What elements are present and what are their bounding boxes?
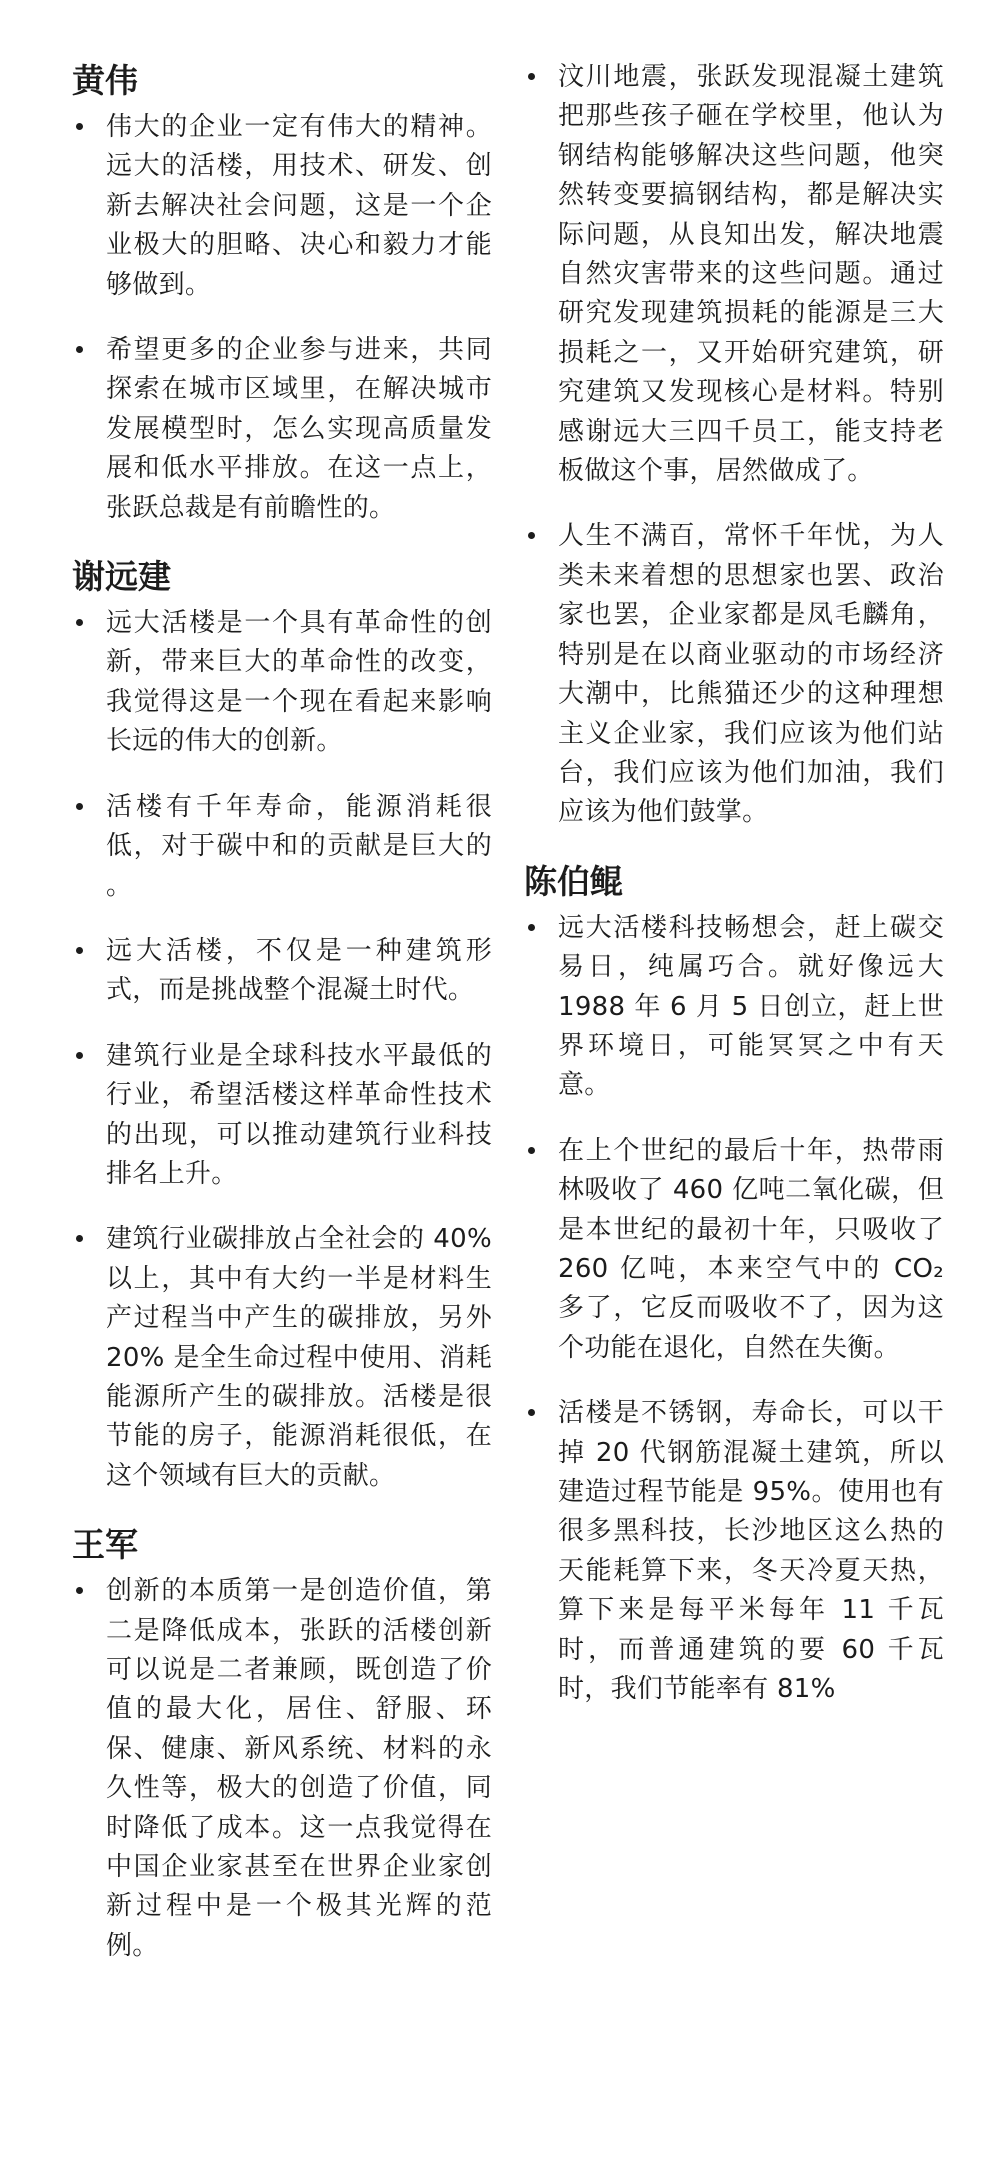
quote-list [524,909,944,1710]
quote-list [72,604,492,1496]
quote-text: 人生不满百，常怀千年忧，为人类未来着想的思想家也罢、政治家也罢，企业家都是凤毛麟角，特别是在以商业驱动的市场经济大潮中，比熊猫还少的这种理想主义企业家，我们应该为他们站台，我们应该为他们加油，我们应该为他们鼓掌。 [558,521,944,828]
quote-item [72,1037,492,1195]
quote-text: 创新的本质第一是创造价值，第二是降低成本，张跃的活楼创新可以说是二者兼顾，既创造了价值的最大化，居住、舒服、环保、健康、新风系统、材料的永久性等，极大的创造了价值，同时降低了成本。这一点我觉得在中国企业家甚至在世界企业家创新过程中是一个极其光辉的范例。 [106,1576,492,1961]
quote-item [72,108,492,305]
left-column [72,58,492,1992]
quote-item [72,932,492,1011]
quote-text: 建筑行业碳排放占全社会的 40% 以上，其中有大约一半是材料生产过程当中产生的碳排放，另外 20% 是全生命过程中使用、消耗能源所产生的碳排放。活楼是很节能的房子，能源消耗很低，在这个领域有巨大的贡献。 [106,1224,492,1491]
quote-text: 建筑行业是全球科技水平最低的行业，希望活楼这样革命性技术的出现，可以推动建筑行业科技排名上升。 [106,1040,492,1189]
quote-text: 远大活楼科技畅想会，赶上碳交易日，纯属巧合。就好像远大 1988 年 6 月 5 日创立，赶上世界环境日，可能冥冥之中有天意。 [558,912,944,1101]
speaker-block [524,859,944,1710]
quote-item [524,909,944,1106]
quote-text: 活楼有千年寿命，能源消耗很低，对于碳中和的贡献是巨大的 。 [106,791,492,901]
quote-list [72,108,492,528]
bullet-icon [528,532,535,539]
speaker-block [524,58,944,833]
quote-text: 汶川地震，张跃发现混凝土建筑把那些孩子砸在学校里，他认为钢结构能够解决这些问题，他突然转变要搞钢结构，都是解决实际问题，从良知出发，解决地震自然灾害带来的这些问题。通过研究发现建筑损耗的能源是三大损耗之一，又开始研究建筑，研究建筑又发现核心是材料。特别感谢远大三四千员工，能支持老板做这个事，居然做成了。 [558,62,944,487]
quote-text: 活楼是不锈钢，寿命长，可以干掉 20 代钢筋混凝土建筑，所以建造过程节能是 95%。使用也有很多黑科技，长沙地区这么热的天能耗算下来，冬天冷夏天热，算下来是每平米每年 11 千瓦时，而普通建筑的要 60 千瓦时，我们节能率有 81% [558,1398,944,1705]
quote-item [524,1132,944,1368]
bullet-icon [528,1147,535,1154]
quote-list [524,58,944,833]
quote-text: 在上个世纪的最后十年，热带雨林吸收了 460 亿吨二氧化碳，但是本世纪的最初十年，只吸收了 260 亿吨，本来空气中的 CO₂ 多了，它反而吸收不了，因为这个功能在退化，自然在失衡。 [558,1135,944,1363]
bullet-icon [528,1409,535,1416]
speaker-block [72,1522,492,1966]
speaker-block [72,58,492,528]
quote-item [72,788,492,906]
bullet-icon [76,1235,83,1242]
speaker-name: 黄伟 [72,61,138,100]
bullet-icon [76,1052,83,1059]
quote-item [72,1220,492,1496]
quote-text: 远大活楼是一个具有革命性的创新，带来巨大的革命性的改变，我觉得这是一个现在看起来影响长远的伟大的创新。 [106,608,492,757]
quote-text: 伟大的企业一定有伟大的精神。远大的活楼，用技术、研发、创新去解决社会问题，这是一个企业极大的胆略、决心和毅力才能够做到。 [106,112,492,300]
right-column [524,58,944,1735]
bullet-icon [76,346,83,353]
quote-item [72,331,492,528]
bullet-icon [76,1587,83,1594]
quote-text: 远大活楼，不仅是一种建筑形式，而是挑战整个混凝土时代。 [106,935,492,1006]
quote-item [72,604,492,762]
speaker-name: 谢远建 [72,557,171,597]
quote-item [524,517,944,832]
speaker-name: 陈伯鲲 [524,861,623,901]
speaker-name: 王军 [72,1525,138,1565]
bullet-icon [76,619,83,626]
bullet-icon [76,123,83,130]
quote-item [524,1394,944,1709]
bullet-icon [76,803,83,810]
quote-item [524,58,944,491]
speaker-block [72,554,492,1496]
bullet-icon [528,924,535,931]
bullet-icon [76,947,83,954]
quote-item [72,1572,492,1966]
quote-list [72,1572,492,1966]
bullet-icon [528,73,535,80]
quote-text: 希望更多的企业参与进来，共同探索在城市区域里，在解决城市发展模型时，怎么实现高质量发展和低水平排放。在这一点上，张跃总裁是有前瞻性的。 [106,335,492,523]
